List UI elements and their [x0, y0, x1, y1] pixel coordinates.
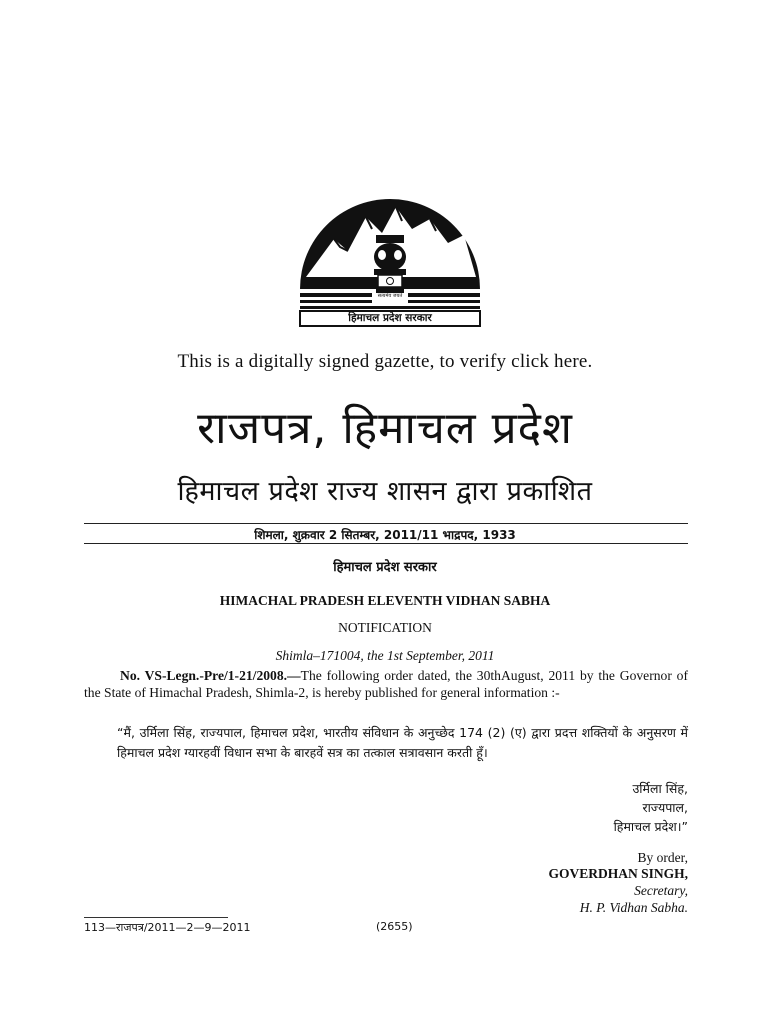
emblem-motto: सत्यमेव जयते: [377, 293, 403, 299]
secretary-designation: Secretary,: [634, 883, 688, 898]
emblem-caption: हिमाचल प्रदेश सरकार: [348, 312, 432, 324]
header-rule-top: [84, 523, 688, 524]
order-number: No. VS-Legn.-Pre/1-21/2008.—: [120, 668, 301, 683]
secretary-name: GOVERDHAN SINGH,: [548, 866, 688, 881]
issue-dateline: शिमला, शुक्रवार 2 सितम्बर, 2011/11 भाद्रपद, 1933: [254, 528, 516, 542]
notification-heading: NOTIFICATION: [338, 620, 432, 635]
vidhan-sabha-heading: HIMACHAL PRADESH ELEVENTH VIDHAN SABHA: [219, 593, 551, 608]
footer-rule: [84, 917, 228, 918]
page-number: (2655): [376, 920, 413, 933]
hindi-signatory-state: हिमाचल प्रदेश।”: [613, 819, 688, 834]
footer-reference: 113—राजपत्र/2011—2—9—2011: [84, 921, 251, 934]
header-rule-bottom: [84, 543, 688, 544]
governor-order-quote: “मैं, उर्मिला सिंह, राज्यपाल, हिमाचल प्रदेश, भारतीय संविधान के अनुच्छेद 174 (2) (ए) द्वारा प्रदत्त शक्तियों के अनुसरण में हिमाचल प्रदेश ग्यारहवीं विधान सभा के बारहवें सत्र का तत्काल सत्रावसान करती हूँ।: [117, 725, 688, 760]
by-order-line: By order,: [637, 850, 688, 865]
hindi-signatory-designation: राज्यपाल,: [642, 800, 688, 815]
secretary-office: H. P. Vidhan Sabha.: [579, 900, 688, 915]
gazette-subtitle: हिमाचल प्रदेश राज्य शासन द्वारा प्रकाशित: [177, 476, 593, 507]
gazette-title: राजपत्र, हिमाचल प्रदेश: [197, 403, 573, 454]
government-heading: हिमाचल प्रदेश सरकार: [333, 560, 437, 575]
order-text: The following order dated, the 30thAugust, 2011 by the Governor of the State of Himachal Pradesh, Shimla-2, is hereby published for general information :-: [84, 668, 688, 700]
himachal-government-emblem: [296, 177, 484, 327]
place-date-line: Shimla–171004, the 1st September, 2011: [275, 648, 495, 663]
order-paragraph: [84, 667, 688, 701]
verify-signature-link[interactable]: This is a digitally signed gazette, to verify click here.: [177, 351, 593, 372]
hindi-signatory-name: उर्मिला सिंह,: [632, 781, 688, 796]
